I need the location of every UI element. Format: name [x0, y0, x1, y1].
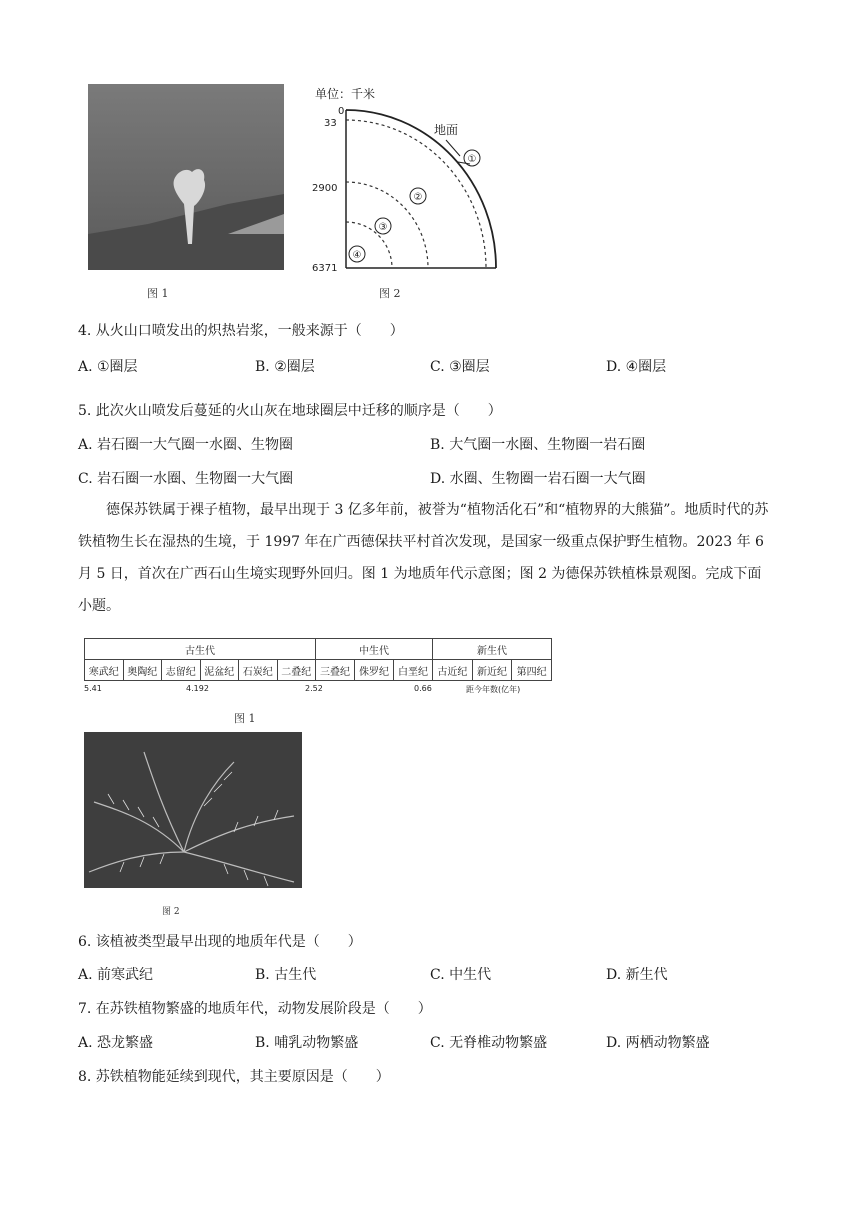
tick-4-192: 4.192 [186, 684, 209, 693]
depth-label-6371: 6371 [312, 263, 338, 274]
fig1-top-caption: 图 1 [147, 287, 169, 300]
layer-1-label: ① [467, 154, 477, 165]
q4-stem: 4. 从火山口喷发出的炽热岩浆，一般来源于（ ） [78, 323, 404, 339]
depth-label-2900: 2900 [312, 183, 338, 194]
period-silurian: 志留纪 [162, 660, 201, 681]
q5-option-a[interactable]: A. 岩石圈一大气圈一水圈、生物圈 [78, 437, 294, 453]
time-axis-label: 距今年数(亿年) [466, 685, 521, 694]
table-caption: 图 1 [234, 712, 256, 725]
geologic-time-table [84, 638, 552, 681]
q5-stem: 5. 此次火山喷发后蔓延的火山灰在地球圈层中迁移的顺序是（ ） [78, 403, 502, 419]
unit-label: 单位：千米 [315, 87, 376, 101]
layer-3-label: ③ [378, 222, 388, 233]
q6-option-a[interactable]: A. 前寒武纪 [78, 967, 154, 983]
era-table [84, 638, 552, 681]
era-cenozoic: 新生代 [433, 639, 552, 660]
q6-stem: 6. 该植被类型最早出现的地质年代是（ ） [78, 934, 362, 950]
q7-stem: 7. 在苏铁植物繁盛的地质年代，动物发展阶段是（ ） [78, 1001, 432, 1017]
q8-stem: 8. 苏铁植物能延续到现代，其主要原因是（ ） [78, 1069, 390, 1085]
q5-option-b[interactable]: B. 大气圈一水圈、生物圈一岩石圈 [430, 437, 646, 453]
passage-text: 德保苏铁属于裸子植物，最早出现于 3 亿多年前，被誉为“植物活化石”和“植物界的大熊猫”。地质时代的苏铁植物生长在湿热的生境，于 1997 年在广西德保扶平村首次发现，是国家一级重点保护野生植物。2023 年 6 月 5 日，首次在广西石山生境实现野外回归。图 1 为地质年代示意图；图 2 为德保苏铁植株景观图。完成下面小题。 [78, 502, 769, 614]
period-carboniferous: 石炭纪 [239, 660, 278, 681]
era-mesozoic: 中生代 [316, 639, 433, 660]
era-paleozoic: 古生代 [85, 639, 316, 660]
period-neogene: 新近纪 [472, 660, 512, 681]
q4-option-c[interactable]: C. ③圈层 [430, 359, 490, 375]
q5-option-d[interactable]: D. 水圈、生物圈一岩石圈一大气圈 [430, 471, 646, 487]
volcano-photo-image [88, 84, 284, 270]
cycad-photo [84, 732, 302, 888]
q4-option-b[interactable]: B. ②圈层 [255, 359, 315, 375]
q4-option-a[interactable]: A. ①圈层 [78, 359, 138, 375]
tick-5-41: 5.41 [84, 684, 102, 693]
period-devonian: 泥盆纪 [200, 660, 239, 681]
period-cambrian: 寒武纪 [85, 660, 124, 681]
earth-layers-diagram [300, 84, 510, 274]
period-ordovician: 奥陶纪 [123, 660, 162, 681]
period-triassic: 三叠纪 [316, 660, 355, 681]
period-cretaceous: 白垩纪 [394, 660, 433, 681]
layer-2-label: ② [413, 192, 423, 203]
depth-label-0: 0 [338, 106, 345, 117]
fig2-top-caption: 图 2 [379, 287, 401, 300]
q7-option-a[interactable]: A. 恐龙繁盛 [78, 1035, 154, 1051]
layer-4-label: ④ [352, 250, 362, 261]
tick-0-66: 0.66 [414, 684, 432, 693]
period-quaternary: 第四纪 [512, 660, 552, 681]
depth-label-33: 33 [324, 118, 337, 129]
q6-option-c[interactable]: C. 中生代 [430, 967, 492, 983]
q7-option-c[interactable]: C. 无脊椎动物繁盛 [430, 1035, 548, 1051]
q7-option-d[interactable]: D. 两栖动物繁盛 [606, 1035, 710, 1051]
period-paleogene: 古近纪 [433, 660, 473, 681]
cycad-photo-caption: 图 2 [162, 907, 180, 917]
period-jurassic: 侏罗纪 [355, 660, 394, 681]
q6-option-b[interactable]: B. 古生代 [255, 967, 317, 983]
earth-layers-svg [300, 84, 510, 274]
cycad-photo-image [84, 732, 302, 888]
volcano-photo [88, 84, 284, 270]
tick-2-52: 2.52 [305, 684, 323, 693]
q4-option-d[interactable]: D. ④圈层 [606, 359, 667, 375]
q7-option-b[interactable]: B. 哺乳动物繁盛 [255, 1035, 359, 1051]
period-permian: 二叠纪 [277, 660, 316, 681]
q5-option-c[interactable]: C. 岩石圈一水圈、生物圈一大气圈 [78, 471, 294, 487]
surface-label: 地面 [434, 123, 459, 137]
q6-option-d[interactable]: D. 新生代 [606, 967, 668, 983]
